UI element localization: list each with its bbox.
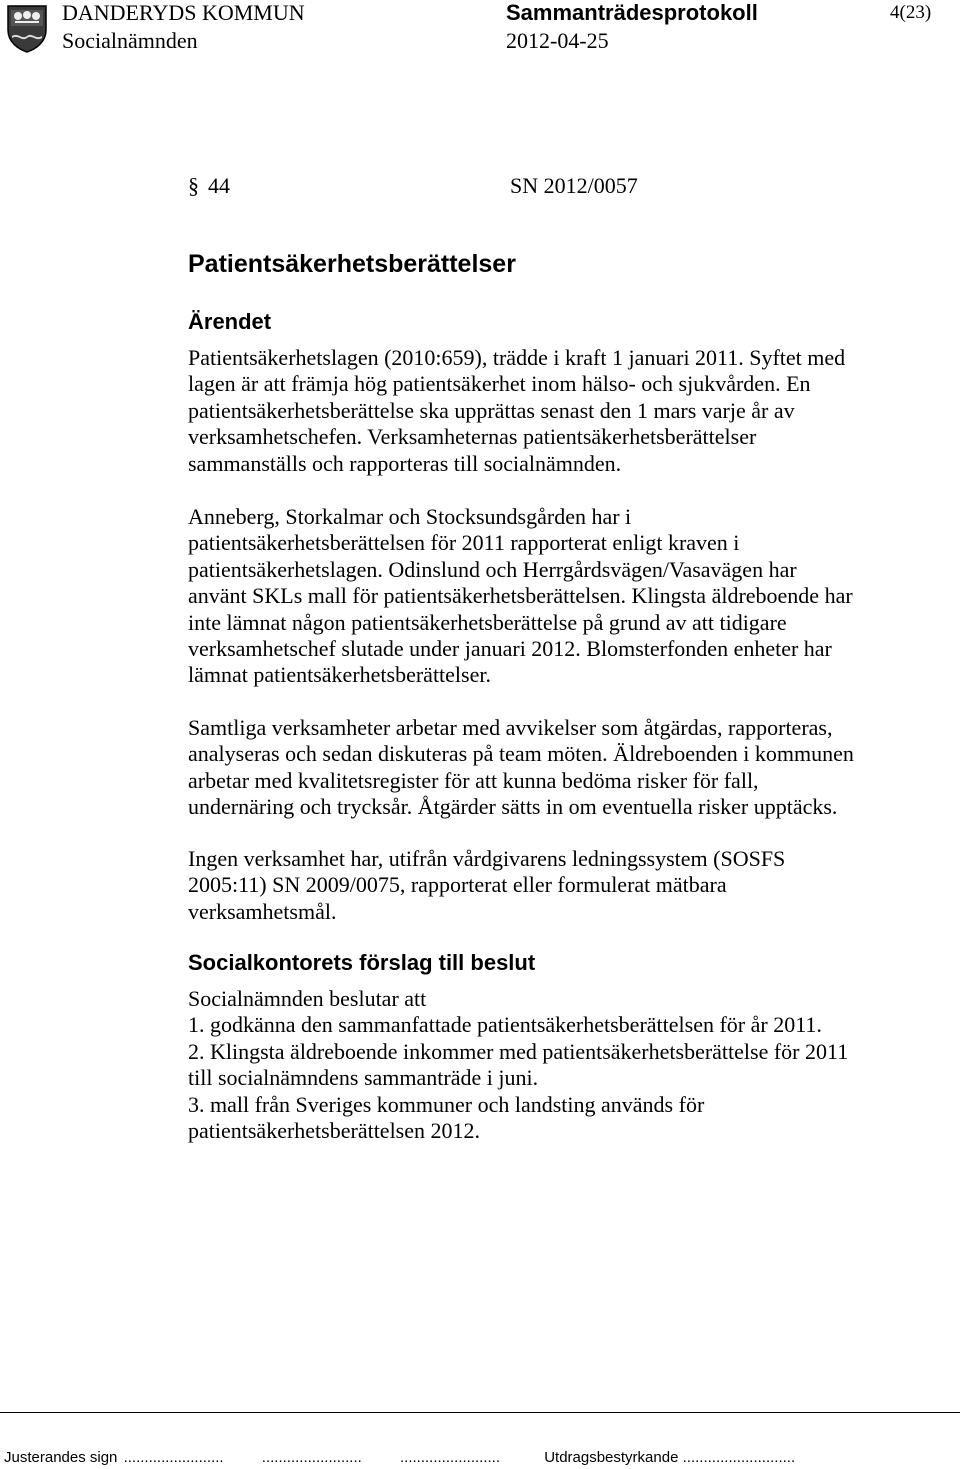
page-title: Patientsäkerhetsberättelser	[188, 250, 516, 278]
paragraph-line: verksamhetschef slutade under januari 2012. Blomsterfonden enheter har	[188, 636, 832, 662]
paragraph-line: Samtliga verksamheter arbetar med avvikelser som åtgärdas, rapporteras,	[188, 715, 833, 740]
case-number: SN 2012/0057	[510, 173, 638, 198]
paragraph-line: lagen är att främja hög patientsäkerhet inom hälso- och sjukvården. En	[188, 371, 811, 397]
paragraph-line: verksamhetsmål.	[188, 898, 337, 924]
committee-name: Socialnämnden	[62, 28, 198, 53]
paragraph-1	[188, 345, 888, 477]
document-type: Sammanträdesprotokoll	[506, 0, 758, 25]
paragraph-line: Ingen verksamhet har, utifrån vårdgivarens ledningssystem (SOSFS	[188, 846, 786, 871]
paragraph-line: analyseras och sedan diskuteras på team möten. Äldreboenden i kommunen	[188, 741, 854, 767]
justerandes-sign-label: Justerandes sign	[4, 1449, 118, 1466]
municipal-coat-of-arms-icon	[6, 4, 48, 54]
section-number: 44	[208, 173, 230, 198]
paragraph-line: sammanställs och rapporteras till socialnämnden.	[188, 450, 622, 476]
paragraph-4	[188, 846, 888, 925]
decision-intro: Socialnämnden beslutar att	[188, 986, 427, 1011]
decision-item: 2. Klingsta äldreboende inkommer med patientsäkerhetsberättelse för 2011	[188, 1038, 849, 1064]
paragraph-line: inte lämnat någon patientsäkerhetsberättelse på grund av att tidigare	[188, 609, 787, 635]
paragraph-line: Patientsäkerhetslagen (2010:659), trädde i kraft 1 januari 2011. Syftet med	[188, 345, 846, 370]
heading-arendet: Ärendet	[188, 309, 272, 334]
paragraph-line: arbetar med kvalitetsregister för att kunna bedöma risker för fall,	[188, 767, 759, 793]
decision-item: 1. godkänna den sammanfattade patientsäkerhetsberättelsen för år 2011.	[188, 1012, 822, 1038]
footer	[0, 1448, 795, 1468]
paragraph-line: undernäring och trycksår. Åtgärder sätts in om eventuella risker upptäcks.	[188, 794, 838, 820]
signature-dots: ........................	[261, 1449, 362, 1466]
signature-dots: ........................	[399, 1449, 501, 1466]
section-sign: §	[188, 173, 199, 198]
document-date: 2012-04-25	[506, 28, 609, 53]
paragraph-line: 2005:11) SN 2009/0075, rapporterat eller formulerat mätbara	[188, 872, 727, 898]
paragraph-2	[188, 504, 888, 689]
organization-name: DANDERYDS KOMMUN	[62, 0, 305, 25]
utdragsbestyrkande-label: Utdragsbestyrkande	[544, 1449, 679, 1466]
paragraph-line: använt SKLs mall för patientsäkerhetsberättelsen. Klingsta äldreboende har	[188, 583, 853, 609]
signature-dots: ...........................	[682, 1449, 796, 1466]
decision-item: 3. mall från Sveriges kommuner och landsting används för	[188, 1091, 705, 1117]
paragraph-line: patientsäkerhetslagen. Odinslund och Herrgårdsvägen/Vasavägen har	[188, 556, 797, 582]
paragraph-line: patientsäkerhetsberättelsen för 2011 rapporterat enligt kraven i	[188, 530, 740, 556]
page-number: 4(23)	[890, 2, 932, 23]
paragraph-line: Anneberg, Storkalmar och Stocksundsgården har i	[188, 504, 632, 529]
decision-item: till socialnämndens sammanträde i juni.	[188, 1065, 539, 1091]
paragraph-line: verksamhetschefen. Verksamheternas patientsäkerhetsberättelser	[188, 424, 757, 450]
section-line	[188, 172, 230, 200]
heading-forslag-till-beslut: Socialkontorets förslag till beslut	[188, 950, 536, 975]
paragraph-3	[188, 715, 888, 821]
decision-list	[188, 986, 888, 1144]
paragraph-line: patientsäkerhetsberättelse ska upprättas senast den 1 mars varje år av	[188, 397, 795, 423]
decision-item: patientsäkerhetsberättelsen 2012.	[188, 1118, 481, 1144]
signature-dots: ........................	[123, 1449, 224, 1466]
paragraph-line: lämnat patientsäkerhetsberättelser.	[188, 662, 491, 688]
footer-divider	[0, 1412, 960, 1413]
